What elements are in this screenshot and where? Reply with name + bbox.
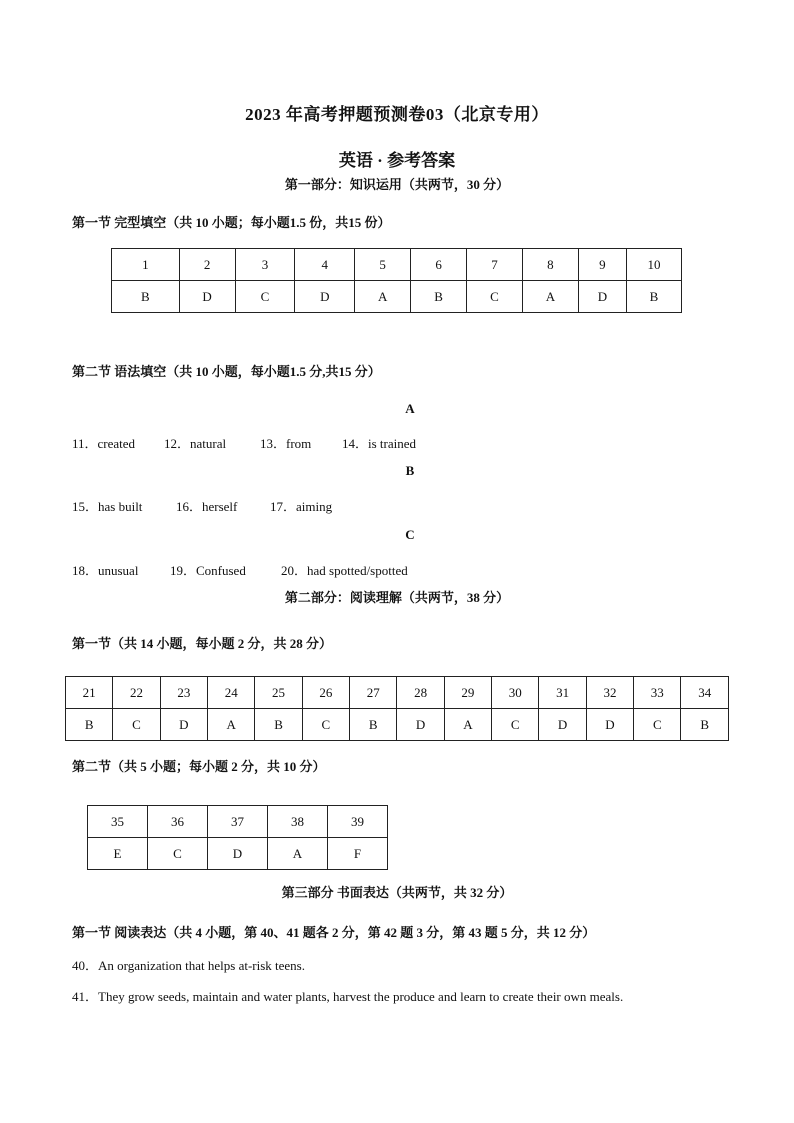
group-label-a: A: [405, 401, 415, 416]
table-cell: 6: [411, 249, 467, 281]
part3-section1-heading: 第一节 阅读表达（共 4 小题，第 40、41 题各 2 分，第 42 题 3 分，第 43 题 5 分，共 12 分）: [72, 925, 596, 940]
table-cell: 34: [681, 677, 729, 709]
table-cell: 24: [208, 677, 255, 709]
grammar-answer: 11．created: [72, 436, 136, 451]
table-cell: 23: [160, 677, 207, 709]
reading-answer-table: [65, 676, 729, 741]
table-cell: 31: [539, 677, 586, 709]
table-cell: B: [112, 281, 180, 313]
table-cell: C: [302, 709, 349, 741]
table-cell: 35: [88, 806, 148, 838]
table-cell: B: [411, 281, 467, 313]
grammar-answer: 12．natural: [164, 436, 227, 451]
table-cell: B: [66, 709, 113, 741]
table-cell: 32: [586, 677, 633, 709]
table-cell: D: [578, 281, 626, 313]
group-label-c: C: [405, 527, 415, 542]
grammar-answer: 14．is trained: [342, 436, 417, 451]
table-cell: 5: [355, 249, 411, 281]
page-title: 2023 年高考押题预测卷03（北京专用）: [245, 105, 549, 124]
seven-choice-answer-table: [87, 805, 388, 870]
part3-heading: 第三部分 书面表达（共两节，共 32 分）: [281, 885, 513, 900]
table-cell: C: [148, 838, 208, 870]
table-cell: 25: [255, 677, 302, 709]
table-cell: F: [328, 838, 388, 870]
grammar-answers-a: [72, 433, 416, 452]
table-cell: A: [444, 709, 491, 741]
table-cell: 33: [634, 677, 681, 709]
table-row-answers: [66, 709, 729, 741]
table-cell: 21: [66, 677, 113, 709]
table-cell: 3: [235, 249, 295, 281]
table-cell: 26: [302, 677, 349, 709]
table-row-numbers: [112, 249, 682, 281]
table-cell: A: [355, 281, 411, 313]
grammar-answer: 19．Confused: [170, 563, 246, 578]
table-cell: D: [179, 281, 235, 313]
table-cell: 30: [492, 677, 539, 709]
cloze-answer-table: [111, 248, 682, 313]
table-cell: B: [626, 281, 681, 313]
table-cell: 39: [328, 806, 388, 838]
table-cell: D: [160, 709, 207, 741]
table-cell: B: [255, 709, 302, 741]
page-subtitle: 英语 · 参考答案: [338, 151, 456, 170]
table-row-answers: [112, 281, 682, 313]
part1-section2-heading: 第二节 语法填空（共 10 小题，每小题1.5 分,共15 分）: [72, 364, 381, 379]
table-cell: D: [397, 709, 444, 741]
table-cell: 38: [268, 806, 328, 838]
grammar-answer: 15．has built: [72, 499, 143, 514]
grammar-answer: 16．herself: [176, 499, 238, 514]
table-cell: C: [492, 709, 539, 741]
answer-40: 40．An organization that helps at-risk teens.: [72, 958, 305, 973]
table-cell: A: [208, 709, 255, 741]
table-cell: A: [268, 838, 328, 870]
table-cell: 1: [112, 249, 180, 281]
table-row-answers: [88, 838, 388, 870]
table-cell: B: [350, 709, 397, 741]
grammar-answers-c: [72, 560, 408, 579]
part2-section2-heading: 第二节（共 5 小题；每小题 2 分，共 10 分）: [72, 759, 326, 774]
table-cell: D: [586, 709, 633, 741]
table-cell: D: [208, 838, 268, 870]
table-cell: B: [681, 709, 729, 741]
table-row-numbers: [88, 806, 388, 838]
table-cell: 10: [626, 249, 681, 281]
table-cell: 4: [295, 249, 355, 281]
part1-section1-heading: 第一节 完型填空（共 10 小题；每小题1.5 份，共15 份）: [72, 215, 391, 230]
part2-section1-heading: 第一节（共 14 小题，每小题 2 分，共 28 分）: [72, 636, 333, 651]
grammar-answer: 20．had spotted/spotted: [281, 563, 408, 578]
table-cell: C: [467, 281, 523, 313]
table-cell: 22: [113, 677, 160, 709]
table-cell: C: [634, 709, 681, 741]
table-cell: 36: [148, 806, 208, 838]
table-cell: A: [522, 281, 578, 313]
answer-41: 41．They grow seeds, maintain and water plants, harvest the produce and learn to create their own meals.: [72, 989, 624, 1004]
part1-heading: 第一部分：知识运用（共两节，30 分）: [284, 177, 510, 192]
grammar-answer: 13．from: [260, 436, 312, 451]
table-cell: 27: [350, 677, 397, 709]
grammar-answer: 18．unusual: [72, 563, 139, 578]
table-cell: 2: [179, 249, 235, 281]
grammar-answers-b: [72, 496, 332, 515]
table-cell: 8: [522, 249, 578, 281]
grammar-answer: 17．aiming: [270, 499, 333, 514]
table-cell: C: [235, 281, 295, 313]
table-cell: 9: [578, 249, 626, 281]
table-cell: D: [539, 709, 586, 741]
part2-heading: 第二部分：阅读理解（共两节，38 分）: [284, 590, 510, 605]
table-row-numbers: [66, 677, 729, 709]
table-cell: C: [113, 709, 160, 741]
table-cell: D: [295, 281, 355, 313]
table-cell: 28: [397, 677, 444, 709]
group-label-b: B: [405, 463, 415, 478]
table-cell: 29: [444, 677, 491, 709]
table-cell: 37: [208, 806, 268, 838]
table-cell: E: [88, 838, 148, 870]
table-cell: 7: [467, 249, 523, 281]
